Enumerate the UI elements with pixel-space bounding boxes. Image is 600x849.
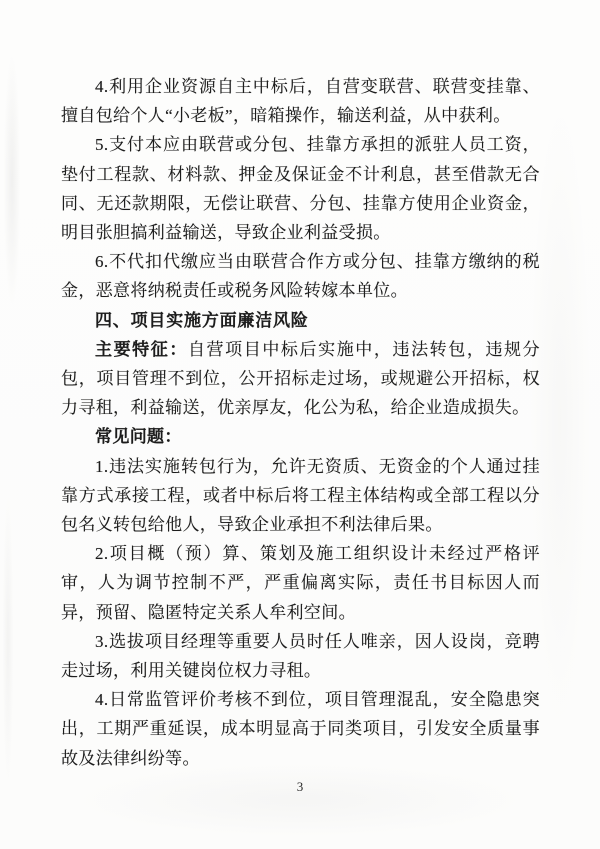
main-features-label: 主要特征： xyxy=(95,339,188,359)
paragraph-problem-2: 2.项目概（预）算、策划及施工组织设计未经过严格评审，人为调节控制不严，严重偏离实际，责任书目标因人而异，预留、隐匿特定关系人牟利空间。 xyxy=(61,544,540,622)
paragraph-problem-4: 4.日常监管评价考核不到位，项目管理混乱，安全隐患突出，工期严重延误，成本明显高于同类项目，引发安全质量事故及法律纠纷等。 xyxy=(61,690,540,768)
paragraph-problem-3: 3.选拔项目经理等重要人员时任人唯亲，因人设岗，竞聘走过场，利用关键岗位权力寻租。 xyxy=(61,631,540,681)
paragraph-item-6: 6.不代扣代缴应当由联营合作方或分包、挂靠方缴纳的税金，恶意将纳税责任或税务风险转嫁本单位。 xyxy=(61,252,540,301)
main-features-text: 自营项目中标后实施中，违法转包，违规分包，项目管理不到位，公开招标走过场，或规避公开招标，权力寻租，利益输送，优亲厚友，化公为私，给企业造成损失。 xyxy=(61,339,540,418)
section-heading: 四、项目实施方面廉洁风险 xyxy=(95,310,309,330)
paragraph-problem-1: 1.违法实施转包行为，允许无资质、无资金的个人通过挂靠方式承接工程，或者中标后将工程主体结构或全部工程以分包名义转包给他人，导致企业承担不利法律后果。 xyxy=(61,456,540,535)
paragraph-item-4: 4.利用企业资源自主中标后，自营变联营、联营变挂靠、擅自包给个人“小老板”，暗箱操作，输送利益，从中获利。 xyxy=(61,77,540,126)
page-number: 3 xyxy=(296,779,304,794)
paragraph-main-features xyxy=(61,335,540,423)
paragraph-item-5: 5.支付本应由联营或分包、挂靠方承担的派驻人员工资，垫付工程款、材料款、押金及保证金不计利息，甚至借款无合同、无还款期限，无偿让联营、分包、挂靠方使用企业资金，明目张胆搞利益输送，导致企业利益受损。 xyxy=(61,135,540,243)
common-problems-label: 常见问题： xyxy=(95,427,182,447)
document-body xyxy=(61,72,540,773)
